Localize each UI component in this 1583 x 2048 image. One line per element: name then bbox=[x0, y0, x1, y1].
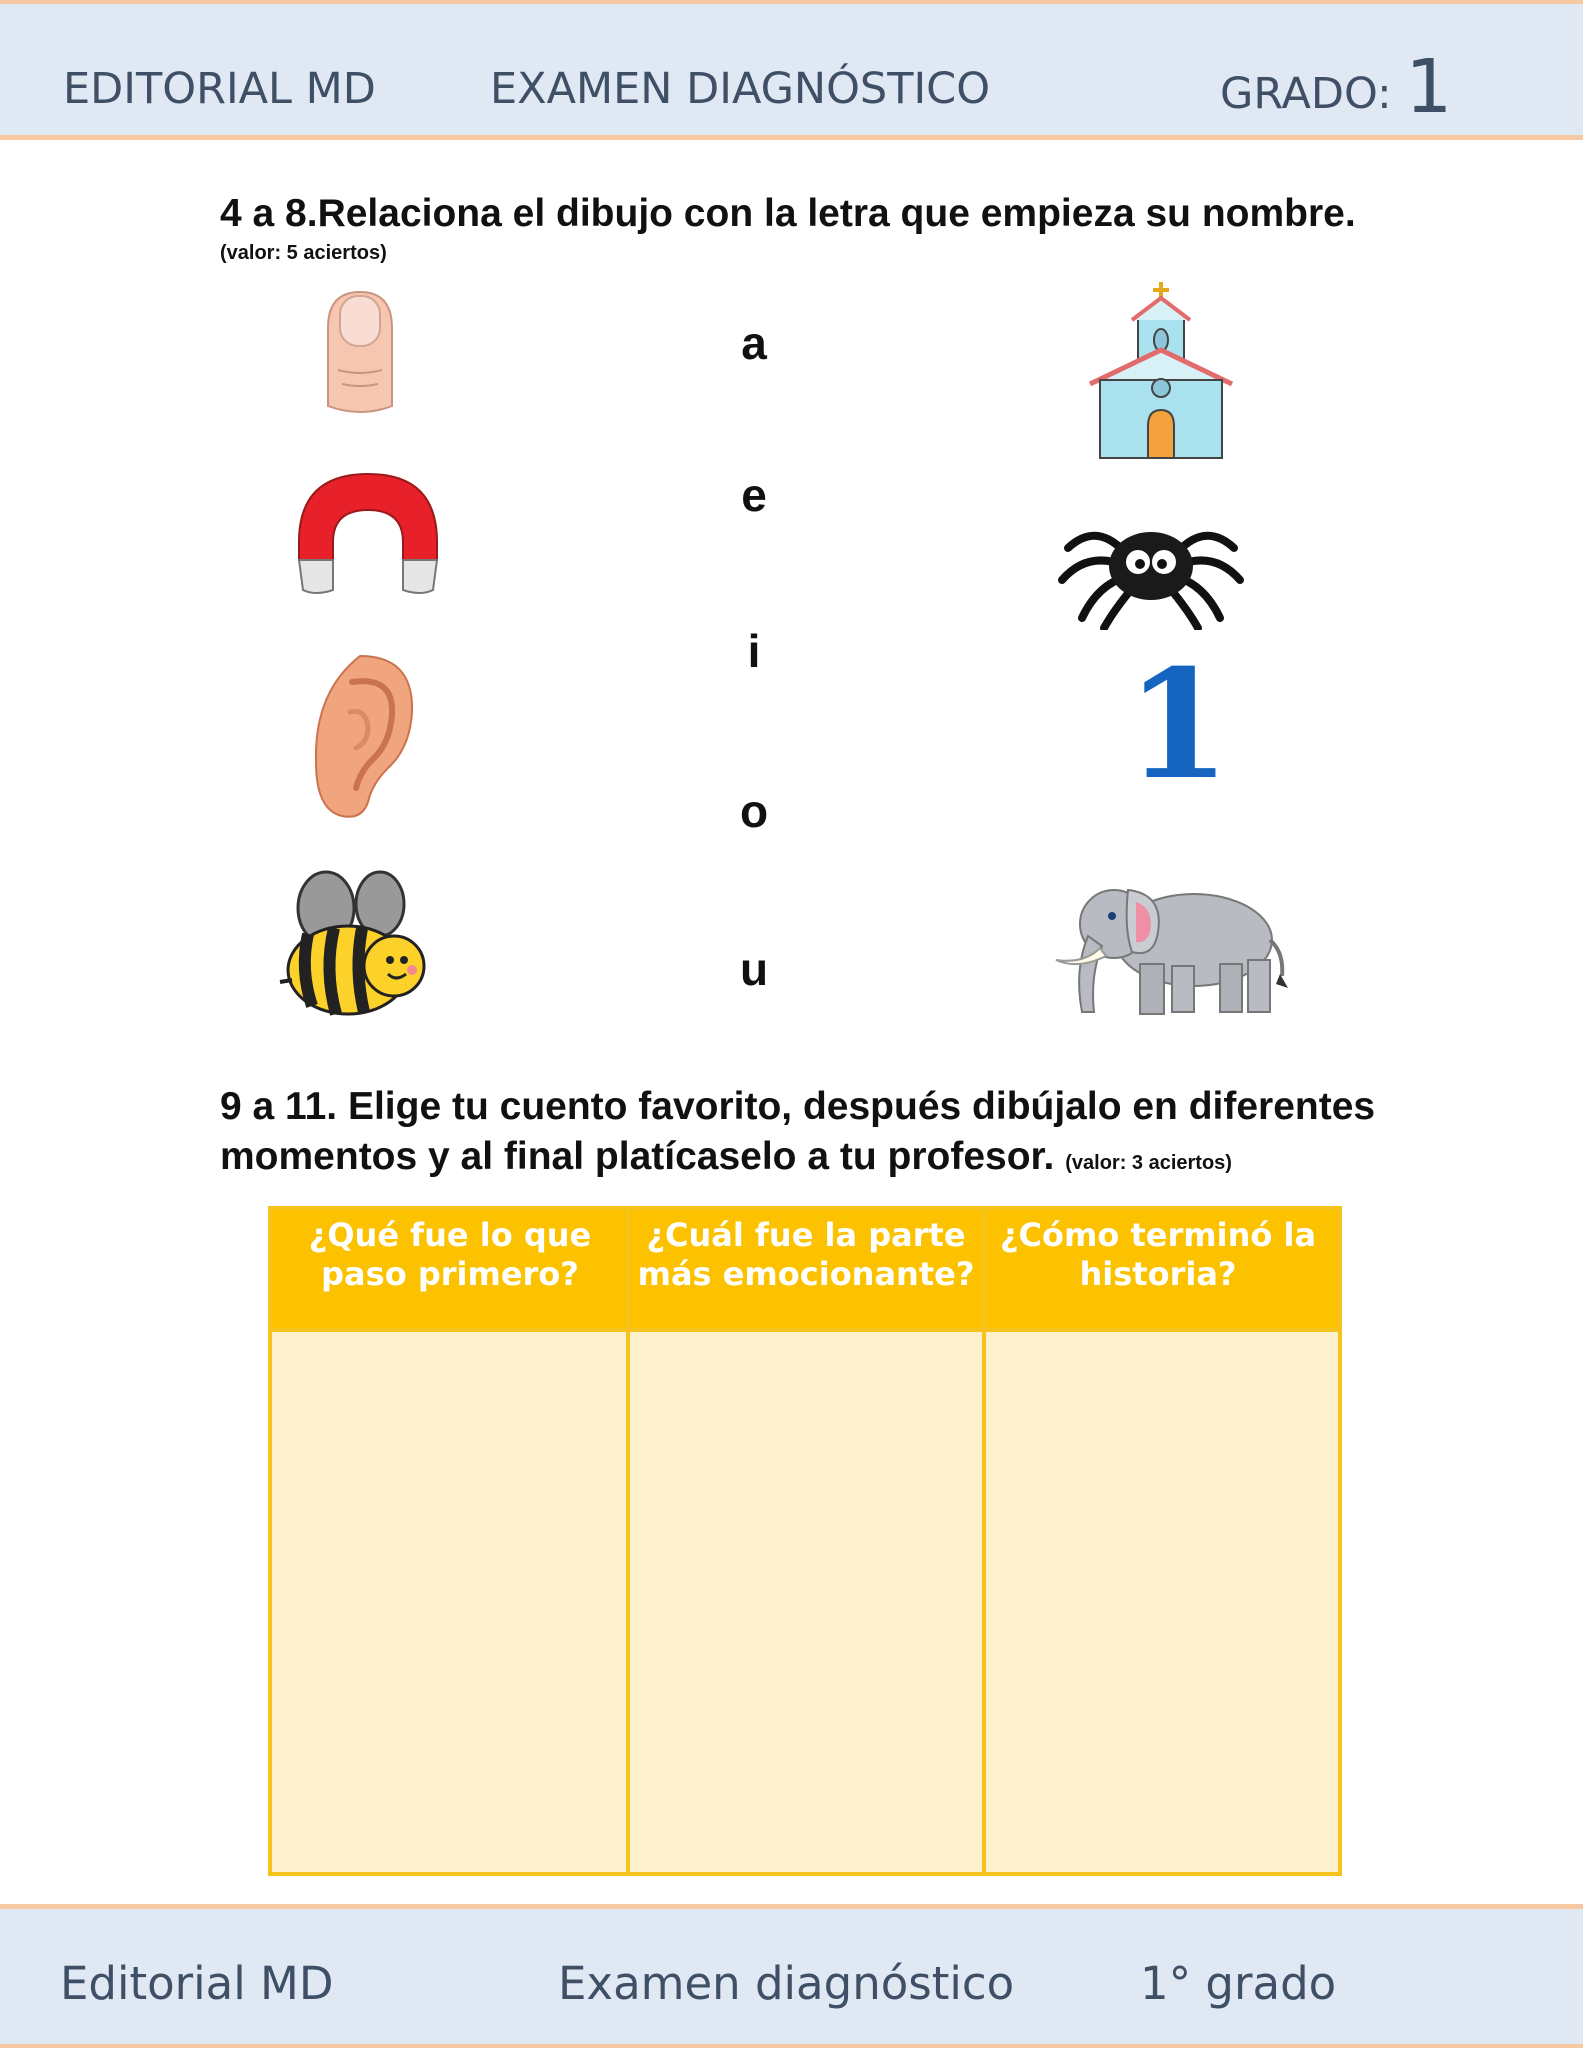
header-grade-label: GRADO: bbox=[1220, 69, 1392, 119]
finger-nail-icon bbox=[322, 288, 398, 418]
footer-grade: 1° grado bbox=[1140, 1957, 1337, 2010]
drawing-cell-ending[interactable] bbox=[986, 1332, 1338, 1872]
section2-title-line1: 9 a 11. Elige tu cuento favorito, después dibújalo en diferentes bbox=[220, 1085, 1376, 1128]
section1-value-note: (valor: 5 aciertos) bbox=[220, 242, 387, 264]
story-table-header bbox=[272, 1210, 1338, 1332]
church-icon bbox=[1086, 280, 1236, 460]
spider-icon bbox=[1058, 500, 1244, 630]
ear-icon bbox=[310, 652, 416, 822]
letter-i: i bbox=[747, 625, 761, 677]
page-header bbox=[0, 0, 1583, 140]
section2-title-line2-text: momentos y al final platícaselo a tu profesor. bbox=[220, 1135, 1055, 1178]
drawing-cell-exciting[interactable] bbox=[630, 1332, 982, 1872]
footer-publisher: Editorial MD bbox=[60, 1957, 334, 2010]
header-exam-title: EXAMEN DIAGNÓSTICO bbox=[490, 64, 991, 114]
column-header-exciting: ¿Cuál fue la parte más emocionante? bbox=[637, 1216, 975, 1293]
header-grade bbox=[1220, 40, 1453, 130]
footer-exam: Examen diagnóstico bbox=[558, 1957, 1015, 2010]
letter-a: a bbox=[741, 317, 767, 369]
letter-e: e bbox=[741, 469, 767, 521]
story-table bbox=[268, 1206, 1342, 1876]
section2-title bbox=[220, 1082, 1375, 1188]
section1-title: 4 a 8.Relaciona el dibujo con la letra que empieza su nombre. bbox=[220, 192, 1356, 235]
section2-title-line2 bbox=[220, 1132, 1375, 1188]
header-publisher: EDITORIAL MD bbox=[63, 64, 376, 114]
letter-u: u bbox=[739, 943, 769, 995]
section2-value-note: (valor: 3 aciertos) bbox=[1065, 1152, 1232, 1174]
page-footer bbox=[0, 1904, 1583, 2048]
drawing-cell-first[interactable] bbox=[272, 1332, 626, 1872]
elephant-icon bbox=[1054, 880, 1294, 1020]
magnet-icon bbox=[295, 470, 441, 598]
letter-o: o bbox=[739, 785, 769, 837]
header-grade-value: 1 bbox=[1405, 44, 1453, 130]
column-header-ending: ¿Cómo terminó la historia? bbox=[999, 1216, 1317, 1293]
column-header-first: ¿Qué fue lo que paso primero? bbox=[308, 1216, 592, 1293]
number-one-icon: 1 bbox=[1126, 637, 1231, 813]
bee-icon bbox=[278, 868, 430, 1028]
